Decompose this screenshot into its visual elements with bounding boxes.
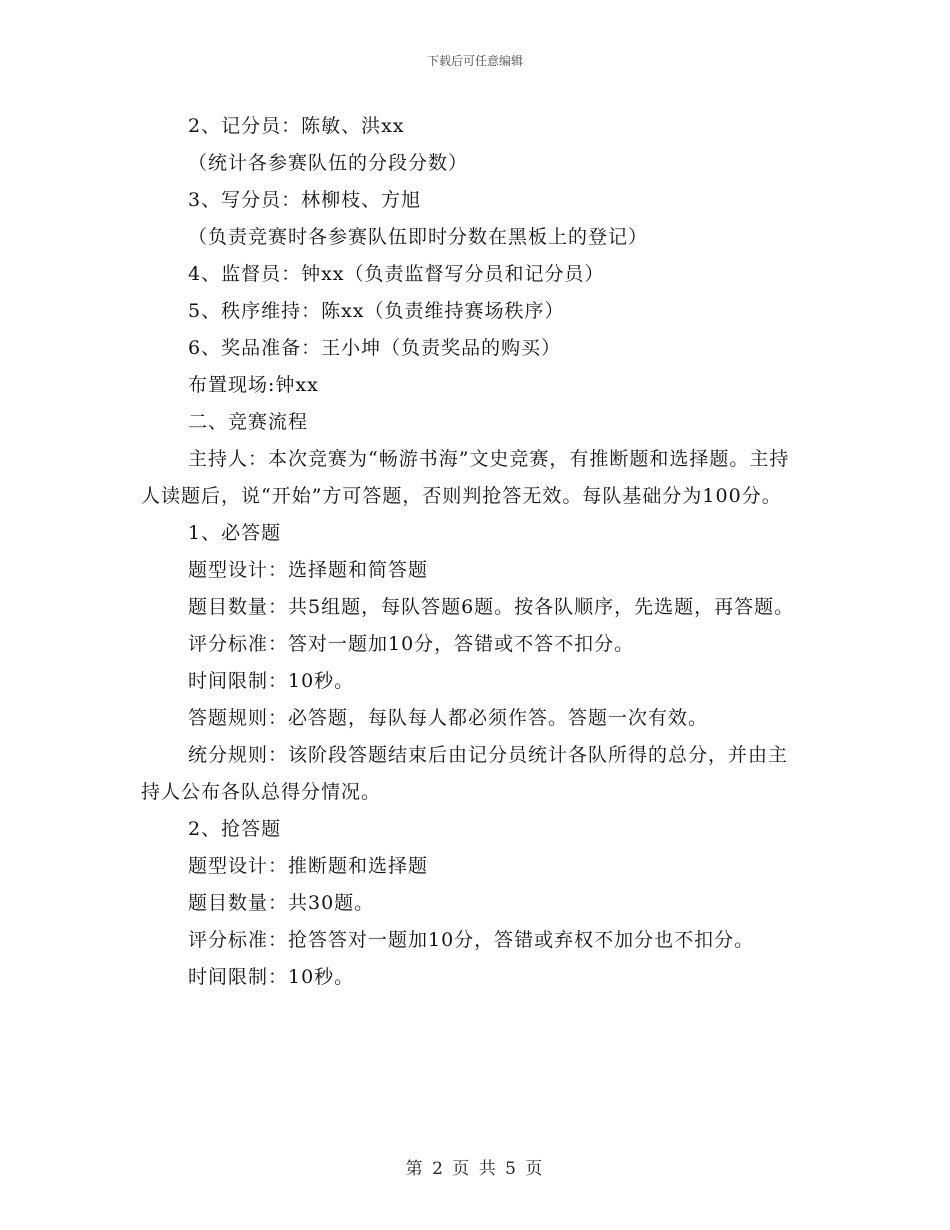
paragraph: 主持人：本次竞赛为“畅游书海”文史竞赛，有推断题和选择题。主持人读题后，说“开始”方可答题，否则判抢答无效。每队基础分为100分。 (141, 448, 790, 507)
document-body (141, 108, 805, 996)
paragraph: 统分规则：该阶段答题结束后由记分员统计各队所得的总分，并由主持人公布各队总得分情况。 (141, 744, 789, 803)
paragraph: 答题规则：必答题，每队每人都必须作答。答题一次有效。 (188, 707, 709, 729)
paragraph: 时间限制：10秒。 (188, 670, 355, 692)
paragraph: 题目数量：共30题。 (188, 892, 375, 914)
page-footer: 第 2 页 共 5 页 (405, 1159, 545, 1179)
page-header: 下载后可任意编辑 (426, 54, 523, 68)
paragraph: 评分标准：答对一题加10分，答错或不答不扣分。 (188, 633, 635, 655)
paragraph: 题型设计：推断题和选择题 (188, 855, 429, 877)
paragraph: （统计各参赛队伍的分段分数） (188, 152, 469, 174)
paragraph: 2、记分员：陈敏、洪xx (188, 115, 405, 137)
paragraph: 5、秩序维持：陈xx（负责维持赛场秩序） (188, 300, 565, 322)
paragraph: 题目数量：共5组题，每队答题6题。按各队顺序，先选题，再答题。 (188, 596, 795, 618)
subsection-heading: 2、抢答题 (188, 818, 282, 840)
paragraph: 题型设计：选择题和简答题 (188, 559, 429, 581)
paragraph: 6、奖品准备：王小坤（负责奖品的购买） (188, 337, 562, 359)
section-heading: 二、竞赛流程 (188, 411, 309, 433)
paragraph: 4、监督员：钟xx（负责监督写分员和记分员） (188, 263, 605, 285)
paragraph: 3、写分员：林柳枝、方旭 (188, 189, 422, 211)
paragraph: 布置现场:钟xx (188, 374, 319, 396)
subsection-heading: 1、必答题 (188, 522, 282, 544)
paragraph: （负责竞赛时各参赛队伍即时分数在黑板上的登记） (188, 226, 649, 248)
paragraph: 评分标准：抢答答对一题加10分，答错或弃权不加分也不扣分。 (188, 929, 755, 951)
paragraph: 时间限制：10秒。 (188, 966, 355, 988)
